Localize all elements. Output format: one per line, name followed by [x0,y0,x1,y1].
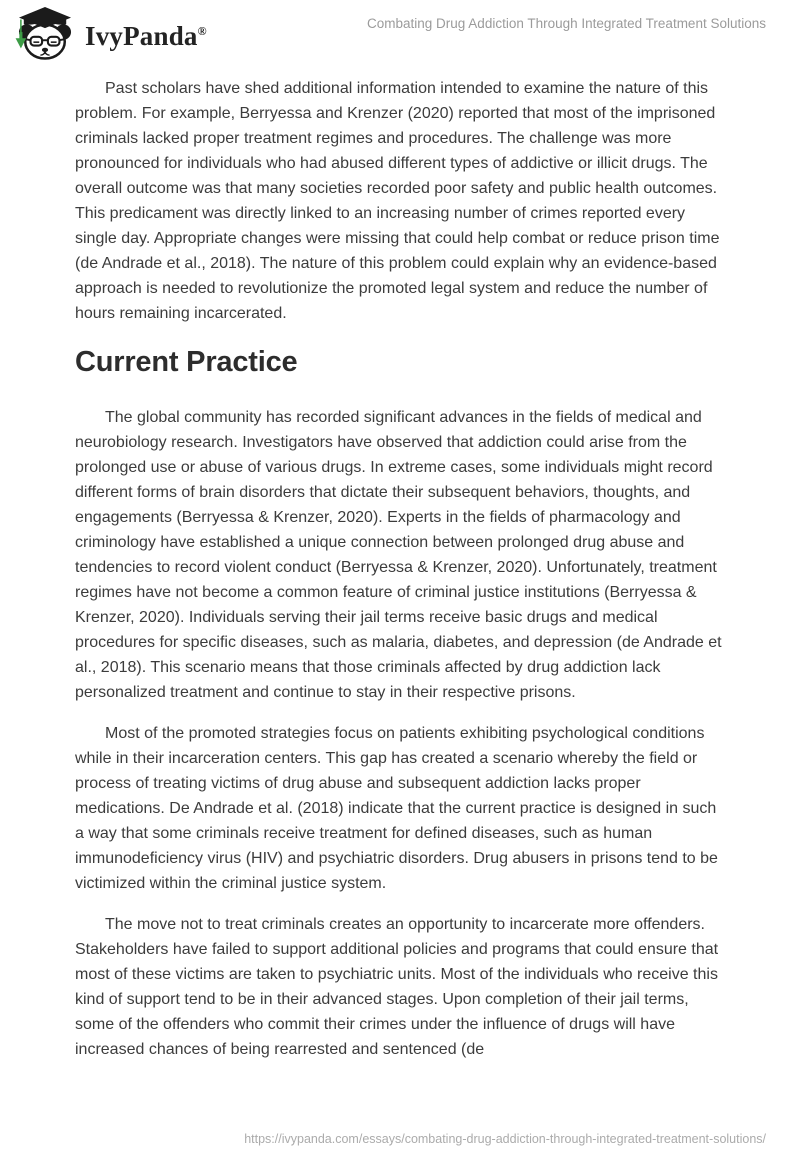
source-url-link[interactable]: https://ivypanda.com/essays/combating-drug-addiction-through-integrated-treatment-solutions/ [244,1132,766,1146]
page-header [0,0,800,62]
essay-paragraph: Past scholars have shed additional information intended to examine the nature of this problem. For example, Berryessa and Krenzer (2020) reported that most of the imprisoned criminals lacked proper treatment regimes and procedures. The challenge was more pronounced for individuals who had abused different types of addictive or illicit drugs. The overall outcome was that many societies recorded poor safety and public health outcomes. This predicament was directly linked to an increasing number of crimes reported every single day. Appropriate changes were missing that could help combat or reduce prison time (de Andrade et al., 2018). The nature of this problem could explain why an evidence-based approach is needed to revolutionize the promoted legal system and reduce the number of hours remaining incarcerated. [75,80,720,322]
registered-trademark: ® [197,23,207,38]
panda-graduation-cap-icon [14,6,76,60]
essay-paragraph: The global community has recorded significant advances in the fields of medical and neurobiology research. Investigators have observed that addiction could arise from the prolonged use or abuse of various drugs. In extreme cases, some individuals might record different forms of brain disorders that dictate their subsequent behaviors, thoughts, and engagements (Berryessa & Krenzer, 2020). Experts in the fields of pharmacology and criminology have established a unique connection between prolonged drug abuse and tendencies to record violent conduct (Berryessa & Krenzer, 2020). Unfortunately, treatment regimes have not become a common feature of criminal justice institutions (Berryessa & Krenzer, 2020). Individuals serving their jail terms receive basic drugs and medical procedures for specific diseases, such as malaria, diabetes, and depression (de Andrade et al., 2018). This scenario means that those criminals affected by drug addiction lack personalized treatment and continue to stay in their respective prisons. [75,409,722,701]
section-heading-current-practice: Current Practice [75,346,298,378]
essay-paragraph: Most of the promoted strategies focus on patients exhibiting psychological conditions while in their incarceration centers. This gap has created a scenario whereby the field or process of treating victims of drug abuse and subsequent addiction lacks proper medications. De Andrade et al. (2018) indicate that the current practice is designed in such a way that some criminals receive treatment for defined diseases, such as human immunodeficiency virus (HIV) and psychiatric disorders. Drug abusers in prisons tend to be victimized within the criminal justice system. [75,725,718,892]
essay-paragraph: The move not to treat criminals creates an opportunity to incarcerate more offenders. Stakeholders have failed to support additional policies and programs that could ensure that most of these victims are taken to psychiatric units. Most of the individuals who receive this kind of support tend to be in their advanced stages. Upon completion of their jail terms, some of the offenders who commit their crimes under the influence of drugs will have increased chances of being rearrested and sentenced (de [75,916,719,1058]
document-title: Combating Drug Addiction Through Integrated Treatment Solutions [367,16,766,31]
essay-content [0,76,800,1062]
brand-wordmark: IvyPanda® [85,20,207,51]
page-footer [244,1130,766,1148]
brand-logo-link[interactable] [14,6,207,60]
